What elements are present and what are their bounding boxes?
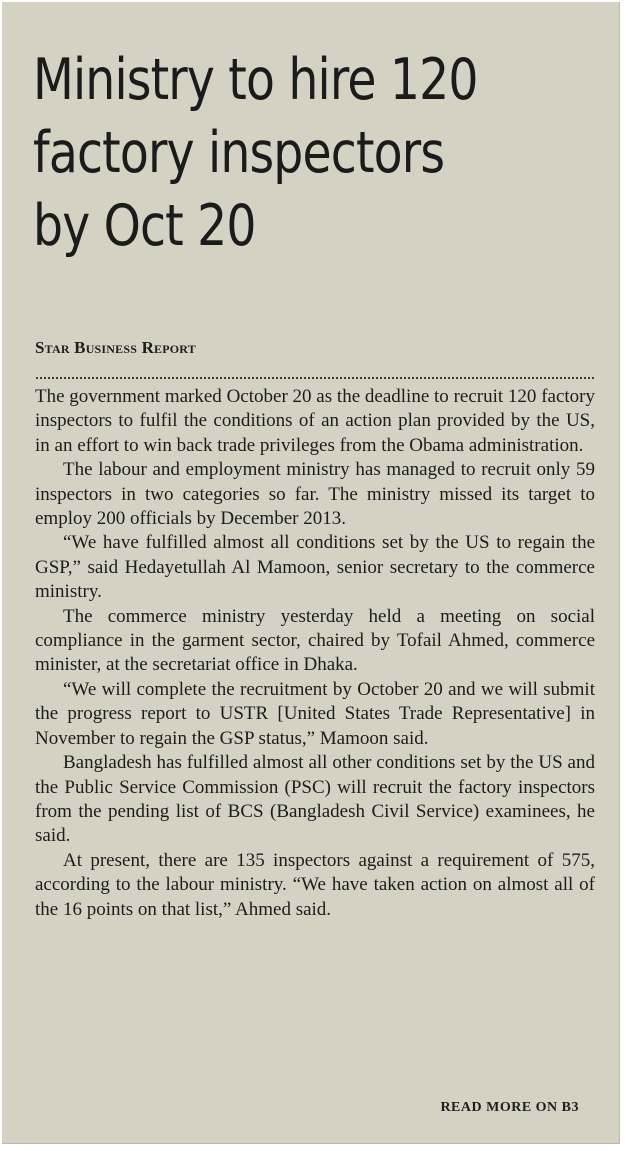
headline	[33, 44, 510, 263]
byline: Star Business Report	[35, 338, 196, 357]
paragraph-7: At present, there are 135 inspectors against a requirement of 575, according to the labour ministry. “We have taken action on almost all of the 16 points on that list,” Ahmed said.	[35, 849, 595, 920]
paragraph-5: “We will complete the recruitment by October 20 and we will submit the progress report to USTR [United States Trade Representative] in November to regain the GSP status,” Mamoon said.	[35, 678, 595, 749]
paragraph-4: The commerce ministry yesterday held a meeting on social compliance in the garment sector, chaired by Tofail Ahmed, commerce minister, at the secretariat office in Dhaka.	[35, 605, 595, 676]
headline-line-3: by Oct 20	[33, 193, 256, 259]
headline-line-2: factory inspectors	[33, 120, 445, 186]
paragraph-1: The government marked October 20 as the deadline to recruit 120 factory inspectors to fulfil the conditions of an action plan provided by the US, in an effort to win back trade privileges from the Obama administration.	[35, 386, 595, 456]
paragraph-6: Bangladesh has fulfilled almost all other conditions set by the US and the Public Service Commission (PSC) will recruit the factory inspectors from the pending list of BCS (Bangladesh Civil Service) examinees, he said.	[35, 752, 595, 847]
headline-line-1: Ministry to hire 120	[33, 47, 478, 113]
read-more-link[interactable]: READ MORE ON B3	[440, 1100, 579, 1115]
paragraph-3: “We have fulfilled almost all conditions set by the US to regain the GSP,” said Hedayetullah Al Mamoon, senior secretary to the commerce ministry.	[35, 532, 595, 603]
dotted-divider	[36, 377, 594, 379]
newspaper-clipping	[2, 2, 620, 1144]
article-body	[35, 385, 595, 922]
paragraph-2: The labour and employment ministry has managed to recruit only 59 inspectors in two categories so far. The ministry missed its target to employ 200 officials by December 2013.	[35, 459, 595, 530]
